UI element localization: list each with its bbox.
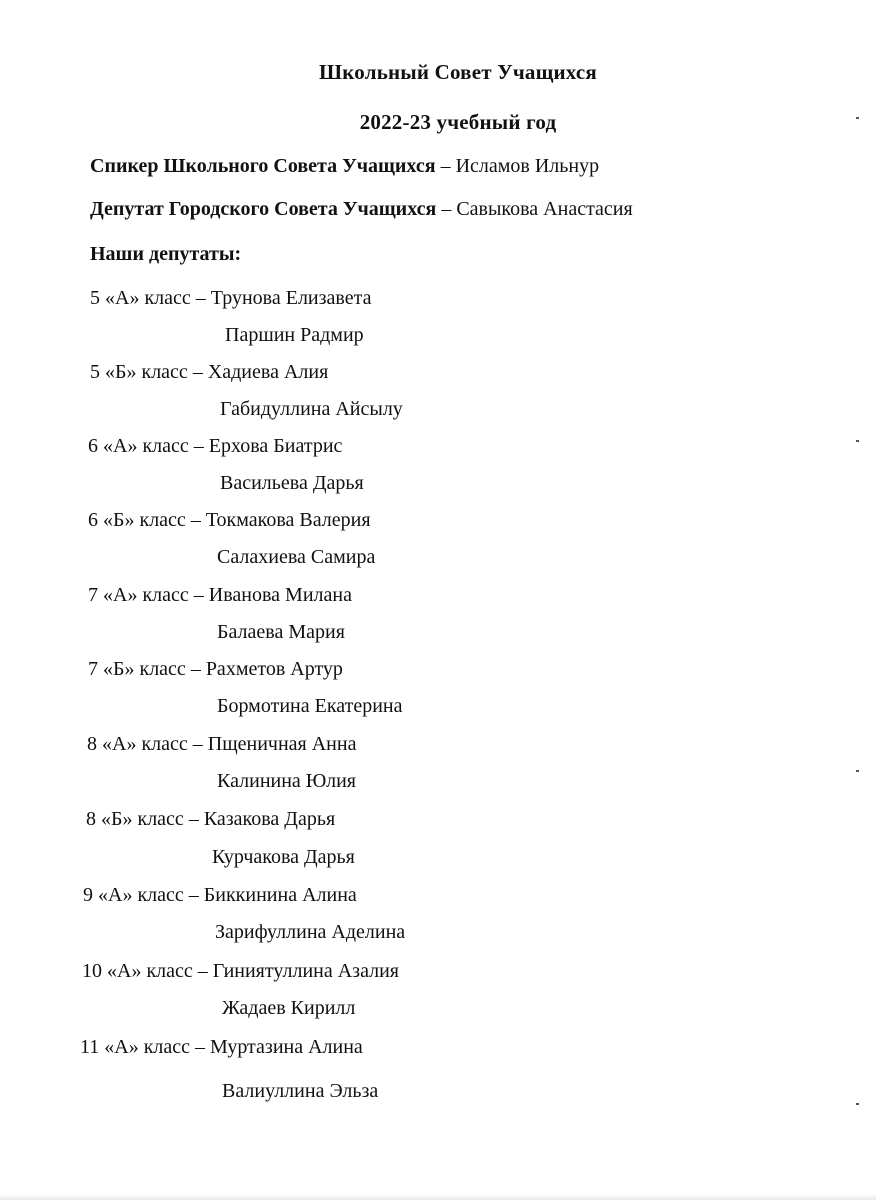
deputies-heading: Наши депутаты: bbox=[90, 243, 242, 265]
class-line-5b: 5 «Б» класс – Хадиева Алия bbox=[90, 361, 329, 383]
class-line-7a: 7 «А» класс – Иванова Милана bbox=[88, 584, 352, 606]
speaker-label: Спикер Школьного Совета Учащихся bbox=[90, 155, 436, 177]
class-second-7a: Балаева Мария bbox=[217, 621, 345, 643]
class-second-7b: Бормотина Екатерина bbox=[217, 695, 403, 717]
class-line-6a: 6 «А» класс – Ерхова Биатрис bbox=[88, 435, 343, 457]
speaker-name: Исламов Ильнур bbox=[455, 155, 600, 177]
scan-speck bbox=[856, 117, 859, 119]
class-line-5a: 5 «А» класс – Трунова Елизавета bbox=[90, 287, 372, 309]
class-second-6b: Салахиева Самира bbox=[217, 546, 376, 568]
scan-bottom-edge bbox=[0, 1194, 876, 1200]
class-second-8a: Калинина Юлия bbox=[217, 770, 356, 792]
speaker-separator: – bbox=[435, 155, 456, 177]
scan-speck bbox=[856, 440, 859, 442]
speaker-line bbox=[90, 155, 599, 178]
class-second-9a: Зарифуллина Аделина bbox=[215, 921, 406, 943]
school-year: 2022-23 учебный год bbox=[359, 110, 557, 134]
class-second-8b: Курчакова Дарья bbox=[212, 846, 355, 868]
class-second-10a: Жадаев Кирилл bbox=[222, 997, 356, 1019]
class-second-5a: Паршин Радмир bbox=[225, 324, 364, 346]
class-line-8a: 8 «А» класс – Пщеничная Анна bbox=[87, 733, 357, 755]
class-line-10a: 10 «А» класс – Гиниятуллина Азалия bbox=[82, 960, 400, 982]
class-line-6b: 6 «Б» класс – Токмакова Валерия bbox=[88, 509, 371, 531]
city-deputy-label: Депутат Городского Совета Учащихся bbox=[90, 198, 437, 220]
class-line-11a: 11 «А» класс – Муртазина Алина bbox=[80, 1036, 363, 1058]
scan-speck bbox=[856, 770, 859, 772]
document-title: Школьный Совет Учащихся bbox=[319, 60, 597, 84]
city-deputy-separator: – bbox=[436, 198, 457, 220]
class-second-6a: Васильева Дарья bbox=[220, 472, 364, 494]
city-deputy-line bbox=[90, 198, 633, 221]
class-line-9a: 9 «А» класс – Биккинина Алина bbox=[83, 884, 357, 906]
class-second-11a: Валиуллина Эльза bbox=[222, 1080, 379, 1102]
class-line-8b: 8 «Б» класс – Казакова Дарья bbox=[86, 808, 336, 830]
class-line-7b: 7 «Б» класс – Рахметов Артур bbox=[88, 658, 343, 680]
city-deputy-name: Савыкова Анастасия bbox=[456, 198, 633, 220]
scan-speck bbox=[856, 1103, 859, 1105]
class-second-5b: Габидуллина Айсылу bbox=[220, 398, 403, 420]
